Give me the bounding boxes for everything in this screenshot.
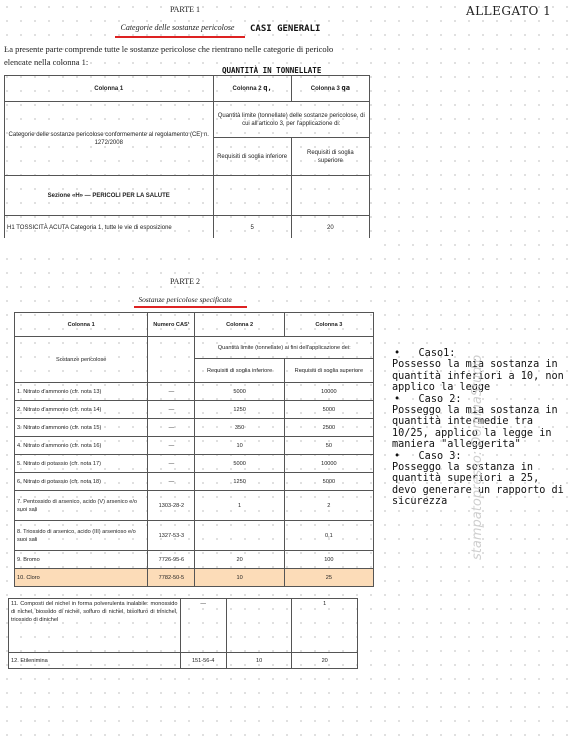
row11-upper: 1 — [292, 599, 358, 653]
table-row — [15, 437, 374, 455]
t1-h1-label: H1 TOSSICITÀ ACUTA Categoria 1, tutte le vie di esposizione — [5, 216, 214, 240]
part2-table-continued — [8, 598, 358, 669]
part1-intro: La presente parte comprende tutte le sostanze pericolose che rientrano nelle categorie di pericolo elencate nella colonna 1: — [4, 44, 334, 67]
row-cas: — — [148, 455, 195, 473]
row-lower: 20 — [195, 551, 284, 569]
row-name: 8. Triossido di arsenico, acido (III) arsenioso e/o suoi sali — [15, 521, 148, 551]
row-upper: 25 — [284, 569, 373, 587]
t2-col3-header: Colonna 3 — [315, 321, 343, 328]
part2-subtitle-underline — [134, 306, 247, 308]
part2-table — [14, 312, 374, 587]
table-row — [15, 521, 374, 551]
row-cas: — — [148, 473, 195, 491]
row-lower: 10 — [195, 569, 284, 587]
row-name: 10. Cloro — [15, 569, 148, 587]
t1-col1-header: Colonna 1 — [94, 85, 124, 92]
t1-req-upper: Requisiti di soglia superiore — [291, 138, 369, 176]
table-row — [15, 401, 374, 419]
part2-title: PARTE 2 — [169, 277, 201, 286]
t2-col2-header: Colonna 2 — [226, 321, 254, 328]
row11-lower — [226, 599, 292, 653]
t2-cas-header: Numero CAS¹ — [153, 321, 190, 328]
row-cas: 1303-28-2 — [148, 491, 195, 521]
t2-req-upper: Requisiti di soglia superiore — [284, 359, 373, 383]
table-row — [15, 551, 374, 569]
t1-h1-lower: 5 — [213, 216, 291, 240]
table-row — [15, 455, 374, 473]
note-caso1-text: Possesso la mia sostanza in quantità inferiori a 10, non applico la legge — [392, 359, 564, 394]
row11-cas: — — [180, 599, 226, 653]
row12-cas: 151-56-4 — [180, 653, 226, 669]
row12-name: 12. Etilenimina — [9, 653, 181, 669]
handwritten-casi-note: CASI GENERALI — [250, 24, 321, 34]
row12-lower: 10 — [226, 653, 292, 669]
row-name: 2. Nitrato d'ammonio (cfr. nota 14) — [15, 401, 148, 419]
row-name: 5. Nitrato di potassio (cfr. nota 17) — [15, 455, 148, 473]
row-cas: 7782-50-5 — [148, 569, 195, 587]
table-crop-edge — [0, 238, 372, 246]
t1-h1-upper: 20 — [291, 216, 369, 240]
row-upper: 2 — [284, 491, 373, 521]
part1-table — [4, 75, 370, 240]
row12-upper: 20 — [292, 653, 358, 669]
table-row — [15, 383, 374, 401]
table-row — [15, 569, 374, 587]
t2-req-lower: Requisiti di soglia inferiore — [195, 359, 284, 383]
note-caso1-title: • Caso1: — [394, 348, 456, 359]
t1-col2-hand: q, — [263, 84, 272, 92]
row-cas: 7726-95-6 — [148, 551, 195, 569]
row-lower: 1 — [195, 491, 284, 521]
t1-req-lower: Requisiti di soglia inferiore — [213, 138, 291, 176]
note-caso3-title: • Caso 3: — [394, 450, 462, 462]
row-upper: 100 — [284, 551, 373, 569]
t1-col3-hand: qa — [341, 84, 350, 92]
row-cas: — — [148, 419, 195, 437]
t1-col2-header: Colonna 2 — [232, 86, 262, 92]
row-name: 6. Nitrato di potassio (cfr. nota 18) — [15, 473, 148, 491]
row-lower: 1250 — [195, 401, 284, 419]
note-caso3-text: Posseggo la sostanza in quantità superiori a 25, devo generare un rapporto di sicurezza — [392, 462, 564, 508]
row-upper: 2500 — [284, 419, 373, 437]
t1-section-h: Sezione «H» — PERICOLI PER LA SALUTE — [47, 192, 170, 199]
row-cas: 1327-53-3 — [148, 521, 195, 551]
note-caso2-text: Posseggo la mia sostanza in quantità intermedie tra 10/25, applico la legge in maniera "alleggerita" — [392, 405, 558, 451]
row-upper: 10000 — [284, 455, 373, 473]
row-upper: 10000 — [284, 383, 373, 401]
watermark: stampatopresso: DominaStudio — [470, 354, 485, 560]
row-name: 9. Bromo — [15, 551, 148, 569]
row-lower — [195, 521, 284, 551]
row-upper: 5000 — [284, 401, 373, 419]
row-name: 7. Pentossido di arsenico, acido (V) arsenico e/o suoi sali — [15, 491, 148, 521]
note-caso2-title: • Caso 2: — [394, 393, 462, 405]
row-lower: 1250 — [195, 473, 284, 491]
part1-title: PARTE 1 — [169, 5, 201, 14]
row-cas: — — [148, 401, 195, 419]
t1-col3-header: Colonna 3 — [310, 86, 340, 92]
row-lower: 5000 — [195, 455, 284, 473]
table-row — [15, 473, 374, 491]
t2-substances-label: Sostanze pericolose — [15, 337, 148, 383]
allegato-label: ALLEGATO 1 — [466, 4, 552, 18]
table-row — [15, 491, 374, 521]
t1-qty-header: Quantità limite (tonnellate) delle sostanze pericolose, di cui all'articolo 3, per l'applicazione di: — [213, 102, 370, 138]
row-name: 4. Nitrato d'ammonio (cfr. nota 16) — [15, 437, 148, 455]
part1-subtitle-underline — [115, 36, 245, 38]
row-name: 1. Nitrato d'ammonio (cfr. nota 13) — [15, 383, 148, 401]
row-cas: — — [148, 383, 195, 401]
part1-subtitle: Categorie delle sostanze pericolose — [120, 23, 235, 32]
row-upper: 50 — [284, 437, 373, 455]
row-lower: 5000 — [195, 383, 284, 401]
row11-name: 11. Composti del nichel in forma polverulenta inalabile: monossido di nichel, biossido di nichel, solfuro di nichel, bisolfuro di trinichel, triossido di dinichel — [9, 599, 181, 653]
t2-col1-header: Colonna 1 — [67, 321, 95, 328]
row-lower: 10 — [195, 437, 284, 455]
row-upper: 5000 — [284, 473, 373, 491]
handwritten-quantity-note: QUANTITÀ IN TONNELLATE — [222, 66, 322, 75]
t1-desc: Categorie delle sostanze pericolose conformemente al regolamento (CE) n. 1272/2008 — [5, 102, 214, 176]
row-cas: — — [148, 437, 195, 455]
t2-qty-header: Quantità limite (tonnellate) ai fini dell'applicazione dei: — [195, 337, 374, 359]
row-upper: 0,1 — [284, 521, 373, 551]
row-name: 3. Nitrato d'ammonio (cfr. nota 15) — [15, 419, 148, 437]
table-row — [15, 419, 374, 437]
part2-subtitle: Sostanze pericolose specificate — [138, 295, 232, 304]
row-lower: 350 — [195, 419, 284, 437]
